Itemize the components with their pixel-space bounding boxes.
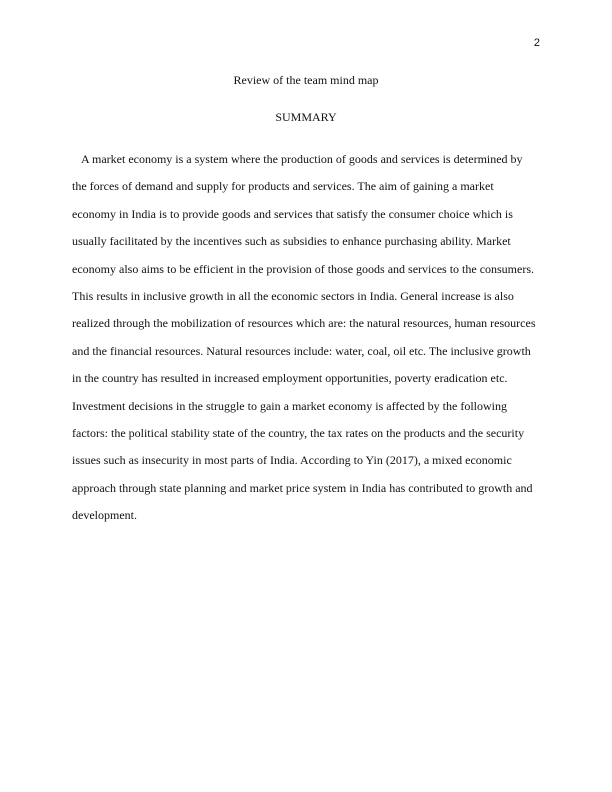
section-heading: SUMMARY [275,110,337,124]
document-title: Review of the team mind map [233,73,379,87]
page-number: 2 [533,37,540,49]
summary-paragraph: A market economy is a system where the production of goods and services is determined by the forces of demand and supply for products and services. The aim of gaining a market economy in India is to provide goods and services that satisfy the consumer choice which is usually facilitated by the incentives such as subsidies to enhance purchasing ability. Market economy also aims to be efficient in the provision of those goods and services to the consumers. This results in inclusive growth in all the economic sectors in India. General increase is also realized through the mobilization of resources which are: the natural resources, human resources and the financial resources. Natural resources include: water, coal, oil etc. The inclusive growth in the country has resulted in increased employment opportunities, poverty eradication etc. Investment decisions in the struggle to gain a market economy is affected by the following factors: the political stability state of the country, the tax rates on the products and the security issues such as insecurity in most parts of India. According to Yin (2017), a mixed economic approach through state planning and market price system in India has contributed to growth and development. [72,152,536,523]
